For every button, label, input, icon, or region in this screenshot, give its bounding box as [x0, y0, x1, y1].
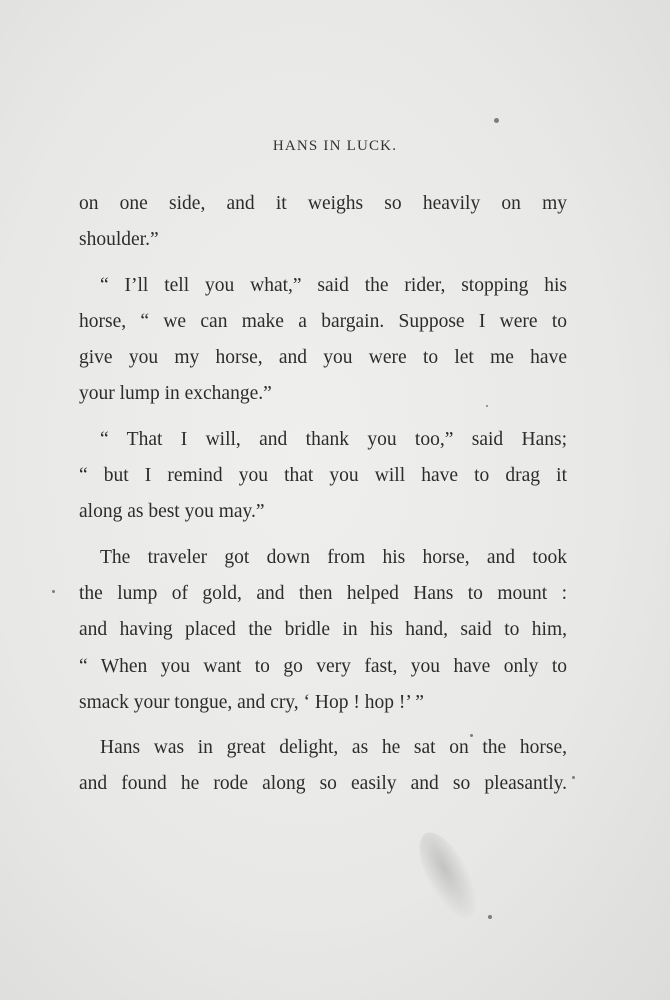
text-line: and found he rode along so easily and so pleasantly.	[79, 773, 567, 795]
text-line: “ When you want to go very fast, you have only to	[79, 655, 567, 677]
text-line: horse, “ we can make a bargain. Suppose I were to	[79, 310, 567, 332]
paper-speck	[488, 915, 492, 919]
paper-speck	[494, 118, 499, 123]
text-line: and having placed the bridle in his hand, said to him,	[79, 619, 567, 641]
text-line: your lump in exchange.”	[79, 383, 272, 405]
text-line: “ That I will, and thank you too,” said Hans;	[100, 428, 567, 450]
body-text	[79, 186, 567, 803]
text-line: on one side, and it weighs so heavily on my	[79, 193, 567, 214]
paper-speck	[572, 776, 575, 779]
text-line: smack your tongue, and cry, ‘ Hop ! hop !’ ”	[79, 691, 424, 713]
text-line: “ I’ll tell you what,” said the rider, stopping his	[100, 274, 567, 296]
text-line: shoulder.”	[79, 229, 159, 251]
text-line: Hans was in great delight, as he sat on the horse,	[100, 737, 567, 759]
paper-speck	[52, 590, 55, 593]
text-line: the lump of gold, and then helped Hans to mount :	[79, 582, 567, 604]
text-line: “ but I remind you that you will have to drag it	[79, 465, 567, 487]
running-head: HANS IN LUCK.	[272, 138, 398, 154]
text-line: give you my horse, and you were to let me have	[79, 347, 567, 369]
text-line: The traveler got down from his horse, and took	[100, 546, 567, 568]
text-line: along as best you may.”	[79, 501, 265, 523]
paper-stain	[408, 824, 488, 927]
